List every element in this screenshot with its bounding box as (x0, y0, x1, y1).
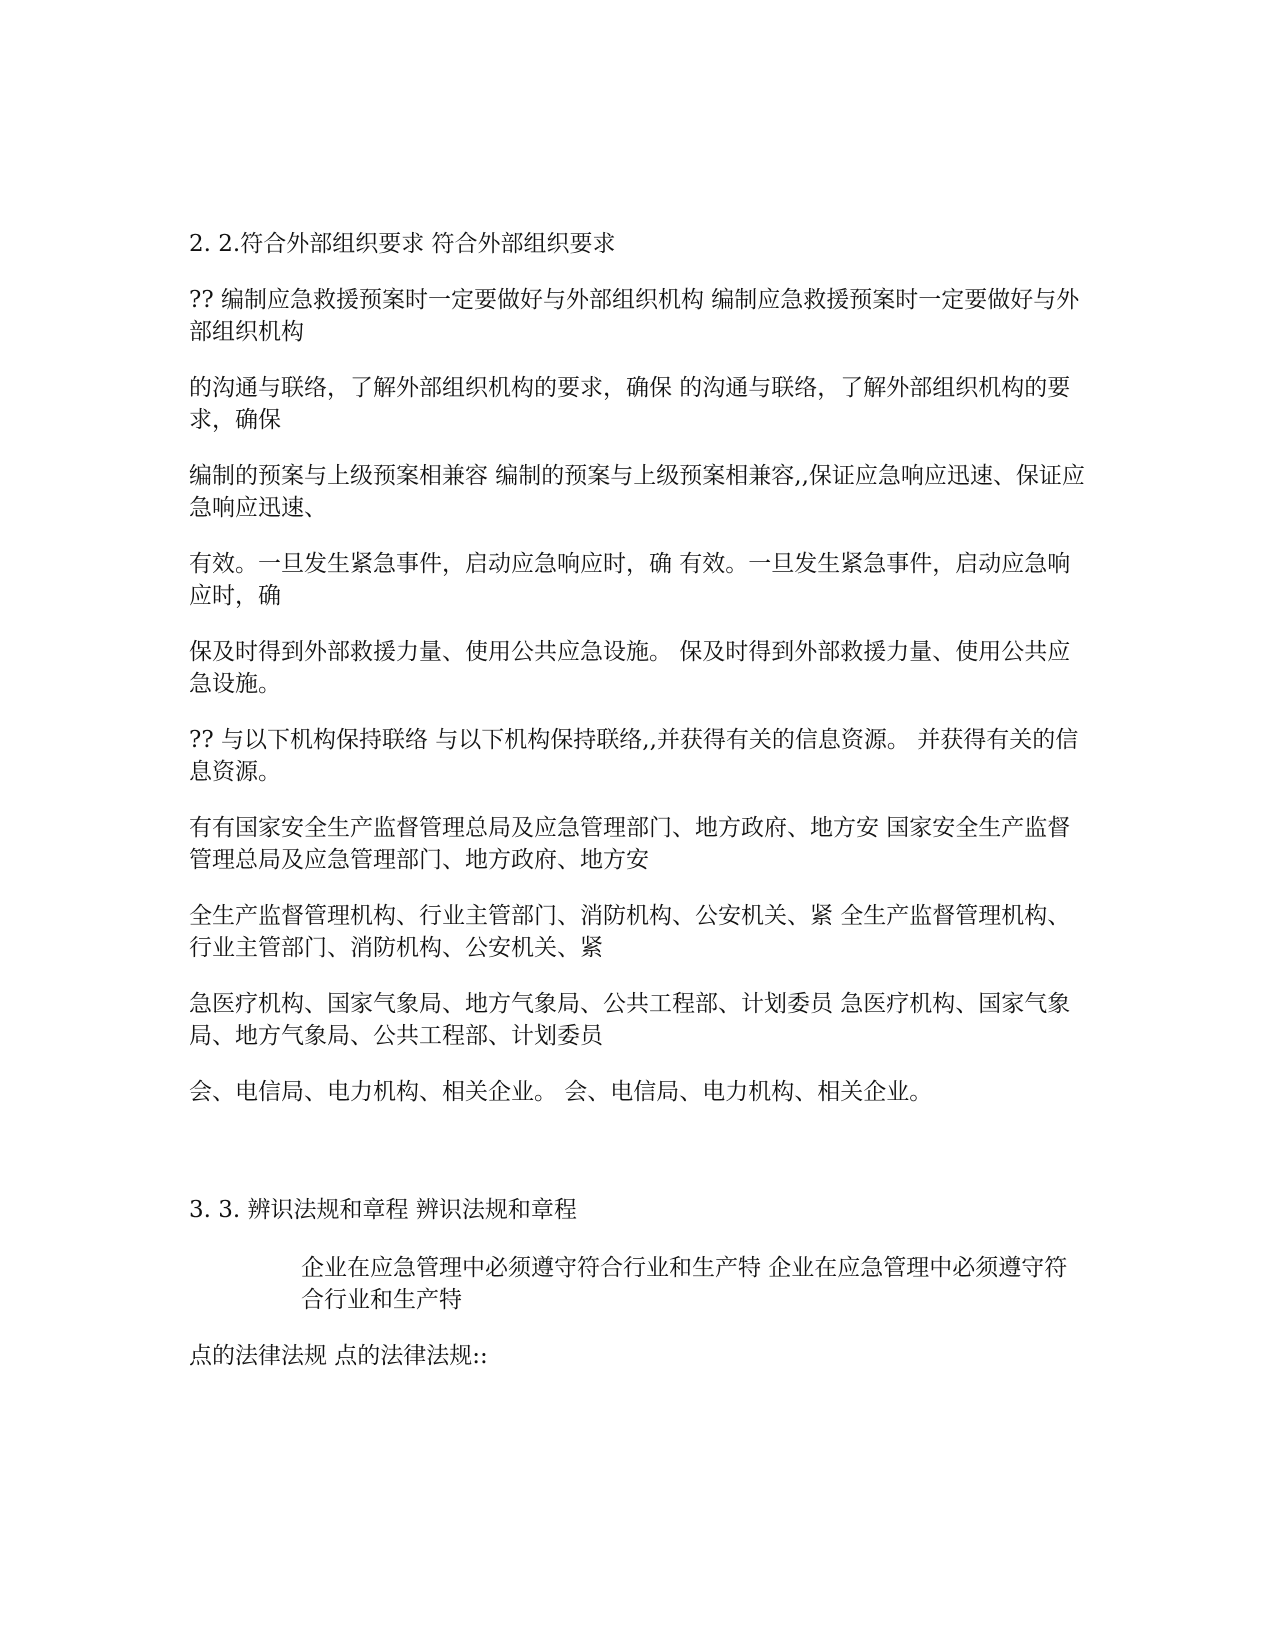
paragraph: 保及时得到外部救援力量、使用公共应急设施。 保及时得到外部救援力量、使用公共应急设施。 (189, 639, 1071, 697)
paragraph: 急医疗机构、国家气象局、地方气象局、公共工程部、计划委员 急医疗机构、国家气象局、地方气象局、公共工程部、计划委员 (189, 991, 1071, 1049)
paragraph: 企业在应急管理中必须遵守符合行业和生产特 企业在应急管理中必须遵守符合行业和生产特 (301, 1255, 1068, 1313)
paragraph: 有效。一旦发生紧急事件，启动应急响应时，确 有效。一旦发生紧急事件，启动应急响应时，确 (189, 551, 1071, 609)
paragraph: 有有国家安全生产监督管理总局及应急管理部门、地方政府、地方安 国家安全生产监督管理总局及应急管理部门、地方政府、地方安 (189, 815, 1071, 873)
section-heading-2: 2. 2.符合外部组织要求 符合外部组织要求 (189, 231, 616, 257)
paragraph: 点的法律法规 点的法律法规:: (189, 1343, 488, 1369)
paragraph: 的沟通与联络，了解外部组织机构的要求，确保 的沟通与联络，了解外部组织机构的要求，确保 (189, 375, 1071, 433)
paragraph: ?? 与以下机构保持联络 与以下机构保持联络,,并获得有关的信息资源。 并获得有关的信息资源。 (189, 727, 1079, 785)
section-heading-3: 3. 3. 辨识法规和章程 辨识法规和章程 (189, 1197, 577, 1223)
paragraph: 全生产监督管理机构、行业主管部门、消防机构、公安机关、紧 全生产监督管理机构、行业主管部门、消防机构、公安机关、紧 (189, 903, 1071, 961)
paragraph: ?? 编制应急救援预案时一定要做好与外部组织机构 编制应急救援预案时一定要做好与外部组织机构 (189, 287, 1080, 345)
paragraph: 会、电信局、电力机构、相关企业。 会、电信局、电力机构、相关企业。 (189, 1079, 933, 1105)
paragraph: 编制的预案与上级预案相兼容 编制的预案与上级预案相兼容,,保证应急响应迅速、保证应急响应迅速、 (189, 463, 1085, 521)
